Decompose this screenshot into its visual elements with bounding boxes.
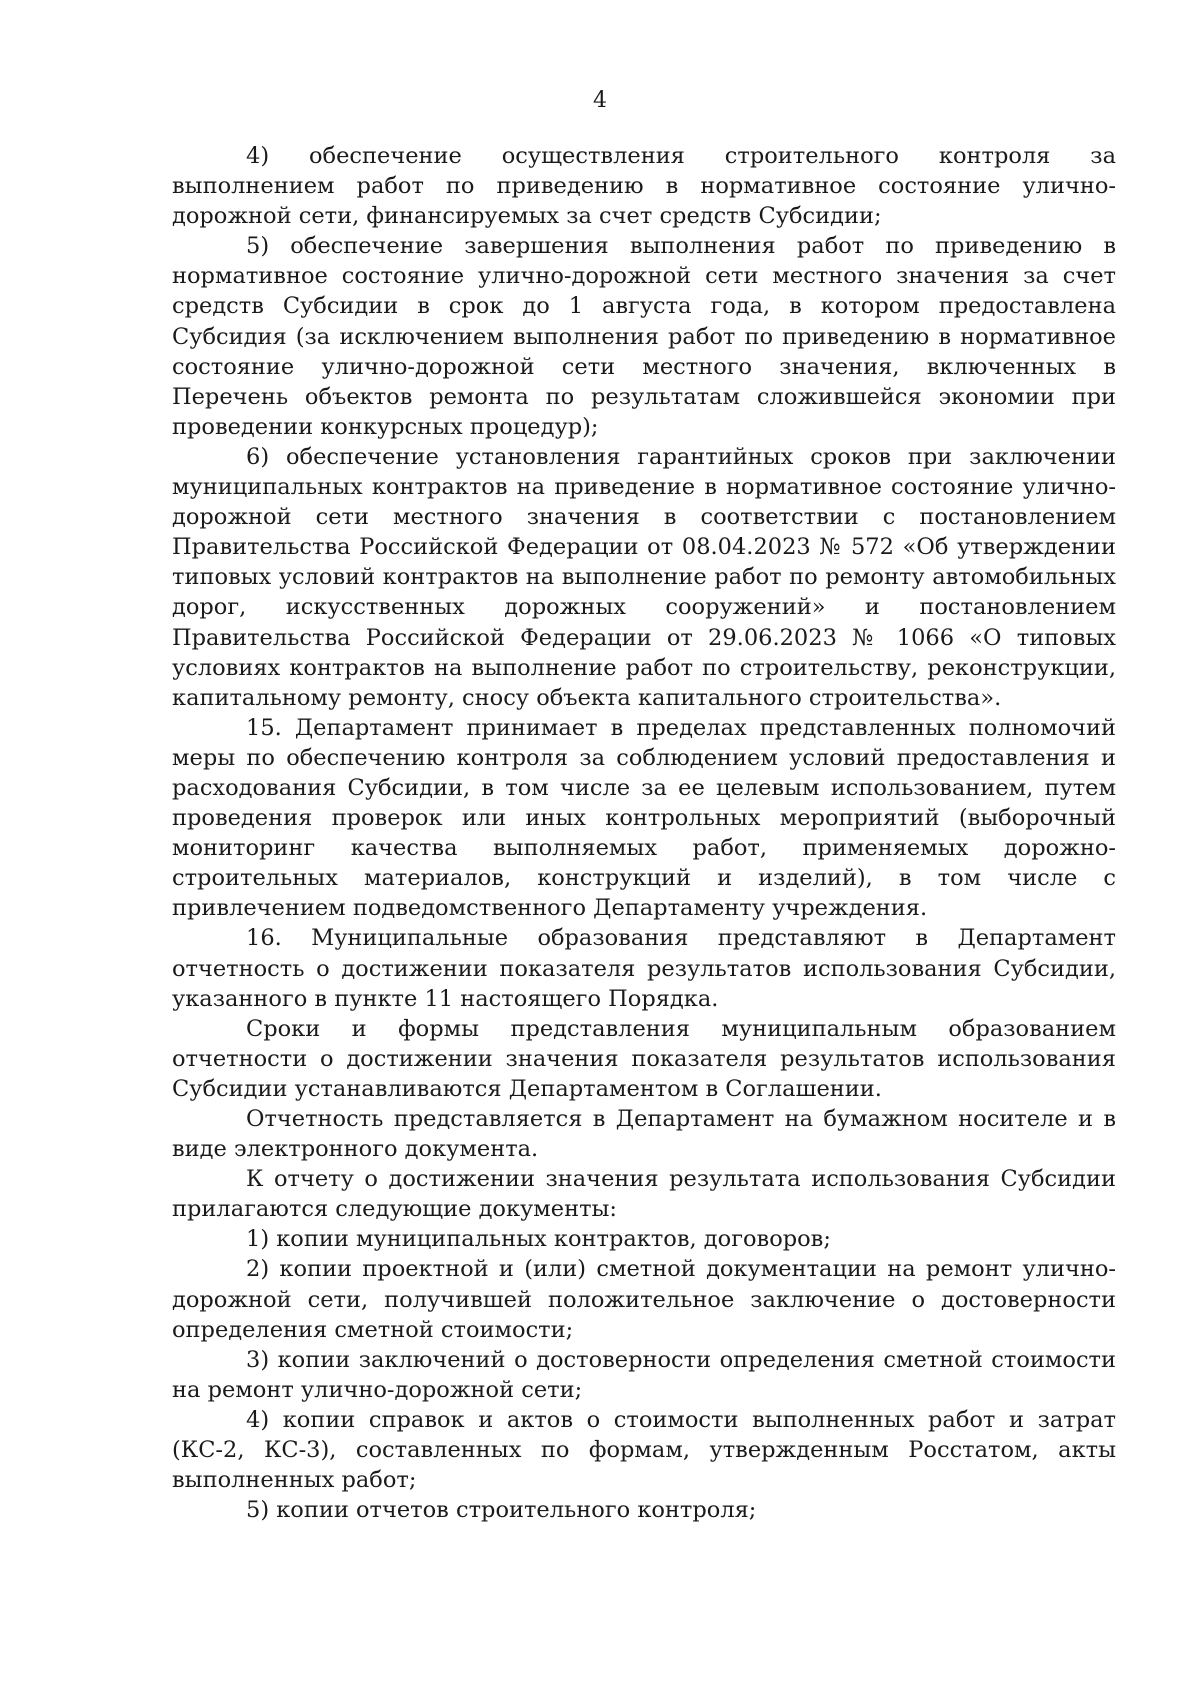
list-item-ks-forms: 4) копии справок и актов о стоимости выполненных работ и затрат (КС-2, КС-3), составленных по формам, утвержденным Росстатом, акты выполненных работ; [172, 1406, 1116, 1494]
paragraph-clause-15: 15. Департамент принимает в пределах представленных полномочий меры по обеспечению контроля за соблюдением условий предоставления и расходования Субсидии, в том числе за ее целевым использованием, путем проведения проверок или иных контрольных мероприятий (выборочный мониторинг качества выполняемых работ, применяемых дорожно-строительных материалов, конструкций и изделий), в том числе с привлечением подведомственного Департаменту учреждения. [172, 714, 1116, 922]
paragraph-attached-documents: К отчету о достижении значения результата использования Субсидии прилагаются следующие документы: [172, 1166, 1116, 1223]
paragraph-item-4-construction-control: 4) обеспечение осуществления строительного контроля за выполнением работ по приведению в нормативное состояние улично-дорожной сети, финансируемых за счет средств Субсидии; [172, 143, 1116, 230]
paragraph-clause-16: 16. Муниципальные образования представляют в Департамент отчетность о достижении показателя результатов использования Субсидии, указанного в пункте 11 настоящего Порядка. [172, 925, 1116, 1012]
list-item-design-documentation: 2) копии проектной и (или) сметной документации на ремонт улично-дорожной сети, получившей положительное заключение о достоверности определения сметной стоимости; [172, 1256, 1116, 1343]
page-number: 4 [593, 88, 607, 113]
paragraph-reporting-terms: Сроки и формы представления муниципальным образованием отчетности о достижении значения показателя результатов использования Субсидии устанавливаются Департаментом в Соглашении. [172, 1015, 1116, 1102]
paragraph-reporting-format: Отчетность представляется в Департамент на бумажном носителе и в виде электронного документа. [172, 1106, 1116, 1163]
list-item-control-reports: 5) копии отчетов строительного контроля; [246, 1497, 757, 1524]
paragraph-item-5-completion-deadline: 5) обеспечение завершения выполнения работ по приведению в нормативное состояние улично-дорожной сети местного значения за счет средств Субсидии в срок до 1 августа года, в котором предоставлена Субсидия (за исключением выполнения работ по приведению в нормативное состояние улично-дорожной сети местного значения, включенных в Перечень объектов ремонта по результатам сложившейся экономии при проведении конкурсных процедур); [172, 233, 1116, 440]
paragraph-item-6-warranty-periods: 6) обеспечение установления гарантийных сроков при заключении муниципальных контрактов на приведение в нормативное состояние улично-дорожной сети местного значения в соответствии с постановлением Правительства Российской Федерации от 08.04.2023 № 572 «Об утверждении типовых условий контрактов на выполнение работ по ремонту автомобильных дорог, искусственных дорожных сооружений» и постановлением Правительства Российской Федерации от 29.06.2023 № 1066 «О типовых условиях контрактов на выполнение работ по строительству, реконструкции, капитальному ремонту, сносу объекта капитального строительства». [172, 443, 1116, 711]
list-item-cost-conclusions: 3) копии заключений о достоверности определения сметной стоимости на ремонт улично-дорожной сети; [172, 1346, 1116, 1403]
list-item-contracts: 1) копии муниципальных контрактов, договоров; [246, 1226, 831, 1253]
document-body [172, 141, 1116, 1525]
